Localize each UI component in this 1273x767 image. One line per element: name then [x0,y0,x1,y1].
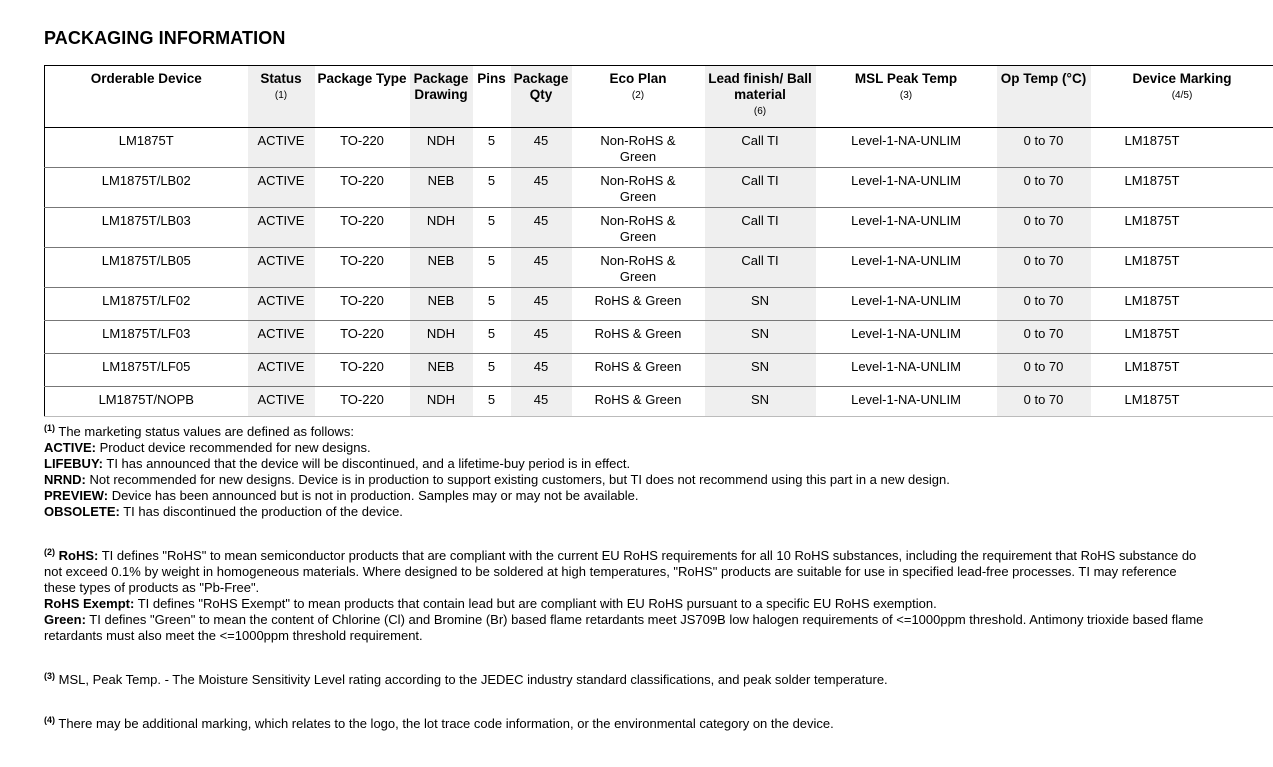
table-header-row [45,66,1273,128]
col-header-op-temp: Op Temp (°C) [997,66,1091,128]
cell-eco-plan: Non-RoHS & Green [572,128,705,168]
cell-pins: 5 [473,168,511,208]
footnote-ref: (1) [274,90,288,101]
cell-pins: 5 [473,128,511,168]
status-def-active: ACTIVE: Product device recommended for new designs. [44,440,371,455]
cell-package-type: TO-220 [315,288,410,321]
footnote-1-intro: $^{(1)}$ The marketing status values are defined as follows: [44,423,354,439]
cell-orderable-device: LM1875T/LB02 [45,168,248,208]
cell-eco-plan: Non-RoHS & Green [572,168,705,208]
cell-op-temp: 0 to 70 [997,168,1091,208]
cell-lead-finish: SN [705,321,816,354]
cell-msl-peak-temp: Level-1-NA-UNLIM [816,354,997,387]
cell-msl-peak-temp: Level-1-NA-UNLIM [816,208,997,248]
cell-orderable-device: LM1875T/LF03 [45,321,248,354]
cell-package-qty: 45 [511,128,572,168]
cell-orderable-device: LM1875T [45,128,248,168]
cell-lead-finish: Call TI [705,208,816,248]
col-header-package-drawing: Package Drawing [410,66,473,128]
cell-pins: 5 [473,208,511,248]
cell-package-type: TO-220 [315,128,410,168]
cell-op-temp: 0 to 70 [997,387,1091,417]
table-row [45,128,1273,168]
footnote-ref: (2) [631,90,645,101]
cell-device-marking: LM1875T [1091,288,1273,321]
status-def-obsolete: OBSOLETE: TI has discontinued the production of the device. [44,504,403,519]
cell-orderable-device: LM1875T/LB05 [45,248,248,288]
table-row [45,168,1273,208]
cell-orderable-device: LM1875T/LB03 [45,208,248,248]
cell-device-marking: LM1875T [1091,168,1273,208]
cell-msl-peak-temp: Level-1-NA-UNLIM [816,168,997,208]
table-row [45,248,1273,288]
cell-device-marking: LM1875T [1091,128,1273,168]
cell-status: ACTIVE [248,321,315,354]
cell-pins: 5 [473,288,511,321]
cell-orderable-device: LM1875T/NOPB [45,387,248,417]
cell-device-marking: LM1875T [1091,208,1273,248]
cell-package-drawing: NEB [410,354,473,387]
cell-eco-plan: RoHS & Green [572,387,705,417]
footnote-2-green: Green: TI defines "Green" to mean the content of Chlorine (Cl) and Bromine (Br) based flame retardants meet JS709B low halogen requirements of <=1000ppm threshold. Antimony trioxide based flame retardants must also meet the <=1000ppm threshold requirement. [44,612,1204,643]
cell-op-temp: 0 to 70 [997,354,1091,387]
cell-op-temp: 0 to 70 [997,208,1091,248]
cell-package-drawing: NDH [410,321,473,354]
cell-device-marking: LM1875T [1091,387,1273,417]
cell-package-qty: 45 [511,248,572,288]
cell-pins: 5 [473,321,511,354]
cell-status: ACTIVE [248,387,315,417]
cell-package-qty: 45 [511,168,572,208]
cell-package-qty: 45 [511,354,572,387]
cell-status: ACTIVE [248,208,315,248]
footnote-3-msl: $^{(3)}$ MSL, Peak Temp. - The Moisture Sensitivity Level rating according to the JEDEC industry standard classifications, and peak solder temperature. [44,671,888,687]
table-row [45,387,1273,417]
cell-lead-finish: SN [705,387,816,417]
cell-package-type: TO-220 [315,354,410,387]
cell-package-qty: 45 [511,288,572,321]
footnotes [44,424,1204,732]
col-header-pins: Pins [473,66,511,128]
cell-status: ACTIVE [248,168,315,208]
cell-orderable-device: LM1875T/LF02 [45,288,248,321]
cell-package-type: TO-220 [315,248,410,288]
col-header-msl-peak-temp: MSL Peak Temp (3) [816,66,997,128]
cell-lead-finish: Call TI [705,168,816,208]
cell-device-marking: LM1875T [1091,248,1273,288]
footnote-ref: (4/5) [1171,90,1193,101]
table-body [45,128,1273,417]
table-row [45,208,1273,248]
col-header-lead-finish: Lead finish/ Ball material (6) [705,66,816,128]
cell-op-temp: 0 to 70 [997,248,1091,288]
footnote-4-marking: $^{(4)}$ There may be additional marking, which relates to the logo, the lot trace code information, or the environmental category on the device. [44,715,834,731]
cell-package-type: TO-220 [315,387,410,417]
cell-msl-peak-temp: Level-1-NA-UNLIM [816,321,997,354]
footnote-2-rohs: $^{(2)}$ RoHS: TI defines "RoHS" to mean semiconductor products that are compliant with the current EU RoHS requirements for all 10 RoHS substances, including the requirement that RoHS substance do not exceed 0.1% by weight in homogeneous materials. Where designed to be soldered at high temperatures, "RoHS" products are suitable for use in specified lead-free processes. TI may reference these types of products as "Pb-Free". [44,547,1197,595]
cell-msl-peak-temp: Level-1-NA-UNLIM [816,387,997,417]
cell-lead-finish: Call TI [705,248,816,288]
cell-status: ACTIVE [248,248,315,288]
status-def-lifebuy: LIFEBUY: TI has announced that the device will be discontinued, and a lifetime-buy period is in effect. [44,456,631,471]
cell-op-temp: 0 to 70 [997,321,1091,354]
cell-pins: 5 [473,248,511,288]
status-def-nrnd: NRND: Not recommended for new designs. Device is in production to support existing customers, but TI does not recommend using this part in a new design. [44,472,950,487]
cell-orderable-device: LM1875T/LF05 [45,354,248,387]
cell-package-drawing: NEB [410,248,473,288]
cell-package-qty: 45 [511,321,572,354]
cell-eco-plan: Non-RoHS & Green [572,208,705,248]
packaging-table [44,65,1273,417]
cell-package-drawing: NDH [410,208,473,248]
col-header-package-qty: Package Qty [511,66,572,128]
cell-package-qty: 45 [511,387,572,417]
status-def-preview: PREVIEW: Device has been announced but is not in production. Samples may or may not be available. [44,488,639,503]
cell-package-drawing: NDH [410,387,473,417]
cell-package-drawing: NEB [410,288,473,321]
col-header-package-type: Package Type [315,66,410,128]
table-row [45,354,1273,387]
cell-lead-finish: SN [705,354,816,387]
cell-package-type: TO-220 [315,208,410,248]
cell-device-marking: LM1875T [1091,354,1273,387]
cell-package-qty: 45 [511,208,572,248]
cell-status: ACTIVE [248,288,315,321]
cell-msl-peak-temp: Level-1-NA-UNLIM [816,248,997,288]
footnote-2-rohs-exempt: RoHS Exempt: TI defines "RoHS Exempt" to mean products that contain lead but are compliant with EU RoHS pursuant to a specific EU RoHS exemption. [44,596,937,611]
cell-eco-plan: Non-RoHS & Green [572,248,705,288]
cell-package-type: TO-220 [315,321,410,354]
cell-package-drawing: NDH [410,128,473,168]
col-header-device-marking: Device Marking (4/5) [1091,66,1273,128]
cell-status: ACTIVE [248,128,315,168]
cell-package-type: TO-220 [315,168,410,208]
cell-eco-plan: RoHS & Green [572,321,705,354]
cell-eco-plan: RoHS & Green [572,354,705,387]
table-row [45,321,1273,354]
cell-lead-finish: SN [705,288,816,321]
cell-lead-finish: Call TI [705,128,816,168]
cell-pins: 5 [473,354,511,387]
cell-msl-peak-temp: Level-1-NA-UNLIM [816,288,997,321]
col-header-eco-plan: Eco Plan (2) [572,66,705,128]
cell-op-temp: 0 to 70 [997,128,1091,168]
footnote-ref: (3) [899,90,913,101]
footnote-ref: (6) [753,106,767,117]
cell-eco-plan: RoHS & Green [572,288,705,321]
cell-status: ACTIVE [248,354,315,387]
cell-pins: 5 [473,387,511,417]
table-row [45,288,1273,321]
cell-op-temp: 0 to 70 [997,288,1091,321]
cell-package-drawing: NEB [410,168,473,208]
cell-device-marking: LM1875T [1091,321,1273,354]
col-header-orderable-device: Orderable Device [45,66,248,128]
col-header-status: Status (1) [248,66,315,128]
cell-msl-peak-temp: Level-1-NA-UNLIM [816,128,997,168]
page-title: PACKAGING INFORMATION [44,28,286,48]
